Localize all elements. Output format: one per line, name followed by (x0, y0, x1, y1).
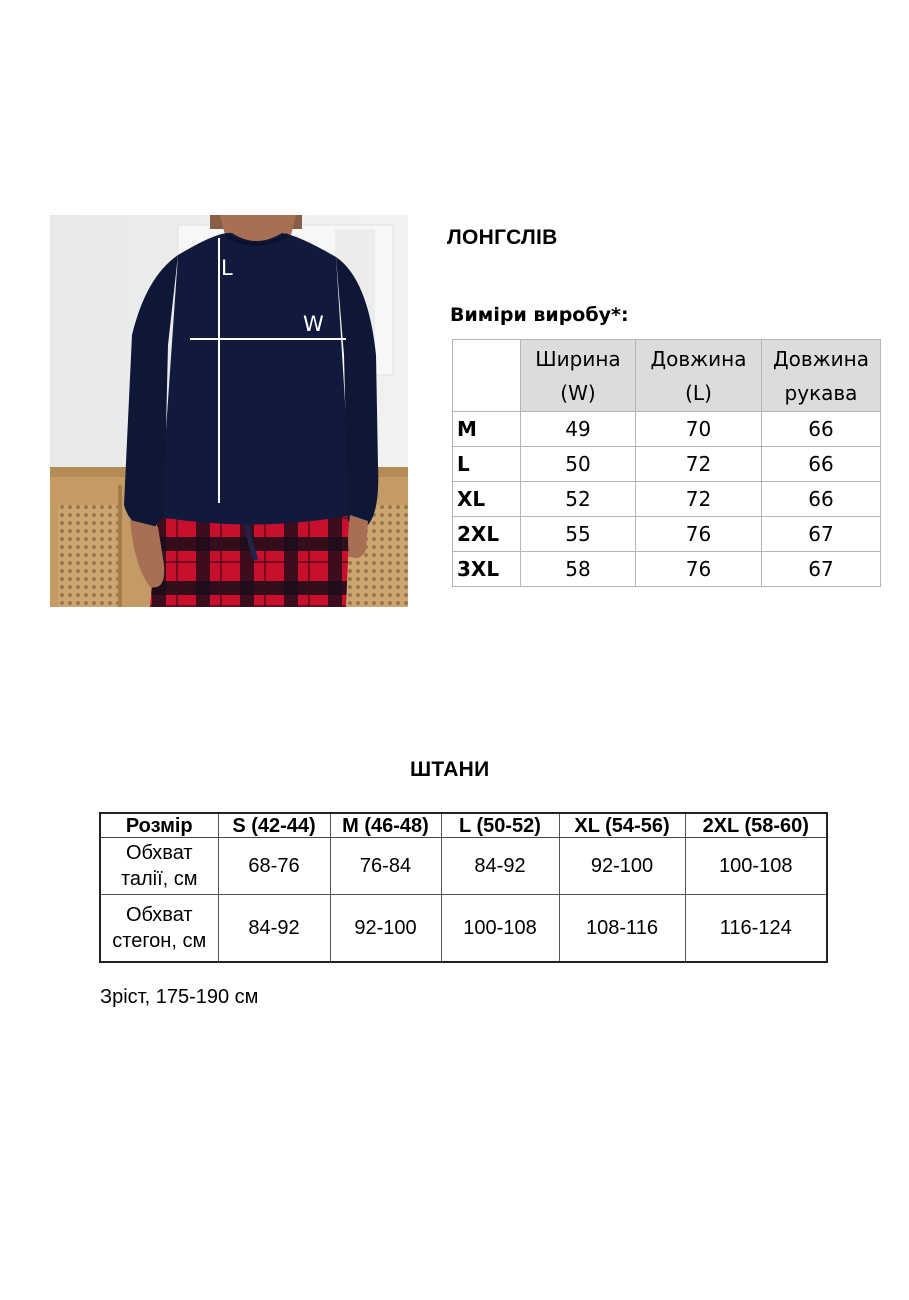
table-row (100, 895, 827, 963)
table-row (453, 482, 881, 517)
size-cell: 2XL (453, 517, 521, 552)
hips-value-cell: 116-124 (685, 895, 827, 963)
waist-value-cell: 68-76 (218, 838, 330, 895)
header-size-xl: XL (54-56) (559, 813, 685, 838)
sleeve-cell: 67 (762, 517, 881, 552)
header-width (521, 340, 636, 412)
sleeve-cell: 66 (762, 447, 881, 482)
header-sleeve-line1: Довжина (773, 347, 869, 371)
width-cell: 49 (521, 412, 636, 447)
hips-label-cell (100, 895, 218, 963)
width-cell: 50 (521, 447, 636, 482)
header-size-2xl: 2XL (58-60) (685, 813, 827, 838)
table-row (100, 838, 827, 895)
pants-title: ШТАНИ (410, 758, 490, 781)
header-size: Розмір (100, 813, 218, 838)
longsleeve-size-table (452, 339, 881, 587)
sleeve-cell: 67 (762, 552, 881, 587)
header-length-line1: Довжина (650, 347, 747, 371)
header-sleeve-line2: рукава (784, 381, 858, 405)
hips-value-cell: 108-116 (559, 895, 685, 963)
header-width-line1: Ширина (535, 347, 621, 371)
width-label: W (303, 312, 324, 336)
table-header-row (453, 340, 881, 412)
length-cell: 72 (636, 482, 762, 517)
header-length (636, 340, 762, 412)
header-sleeve-length (762, 340, 881, 412)
header-size-m: M (46-48) (330, 813, 441, 838)
pants-size-table (99, 812, 828, 963)
table-header-row (100, 813, 827, 838)
header-corner-cell (453, 340, 521, 412)
measurements-title: Виміри виробу*: (450, 304, 629, 326)
waist-label-cell (100, 838, 218, 895)
header-width-line2: (W) (560, 381, 596, 405)
longsleeve-title: ЛОНГСЛІВ (447, 226, 558, 249)
size-cell: 3XL (453, 552, 521, 587)
table-row (453, 517, 881, 552)
length-cell: 70 (636, 412, 762, 447)
header-length-line2: (L) (685, 381, 712, 405)
width-cell: 55 (521, 517, 636, 552)
length-label: L (221, 256, 233, 280)
length-cell: 72 (636, 447, 762, 482)
header-size-s: S (42-44) (218, 813, 330, 838)
waist-value-cell: 92-100 (559, 838, 685, 895)
model-photo (50, 215, 408, 607)
length-cell: 76 (636, 552, 762, 587)
header-size-l: L (50-52) (441, 813, 559, 838)
hips-value-cell: 100-108 (441, 895, 559, 963)
waist-value-cell: 76-84 (330, 838, 441, 895)
hips-value-cell: 92-100 (330, 895, 441, 963)
hips-value-cell: 84-92 (218, 895, 330, 963)
hips-label-line1: Обхват (125, 904, 193, 926)
height-note: Зріст, 175-190 см (100, 986, 259, 1008)
table-row (453, 552, 881, 587)
size-cell: XL (453, 482, 521, 517)
sleeve-cell: 66 (762, 412, 881, 447)
waist-value-cell: 84-92 (441, 838, 559, 895)
table-row (453, 447, 881, 482)
sleeve-cell: 66 (762, 482, 881, 517)
width-cell: 58 (521, 552, 636, 587)
size-cell: L (453, 447, 521, 482)
width-cell: 52 (521, 482, 636, 517)
waist-value-cell: 100-108 (685, 838, 827, 895)
size-cell: M (453, 412, 521, 447)
waist-label-line2: талії, см (120, 868, 198, 890)
length-cell: 76 (636, 517, 762, 552)
waist-label-line1: Обхват (125, 842, 193, 864)
table-row (453, 412, 881, 447)
hips-label-line2: стегон, см (112, 930, 207, 952)
